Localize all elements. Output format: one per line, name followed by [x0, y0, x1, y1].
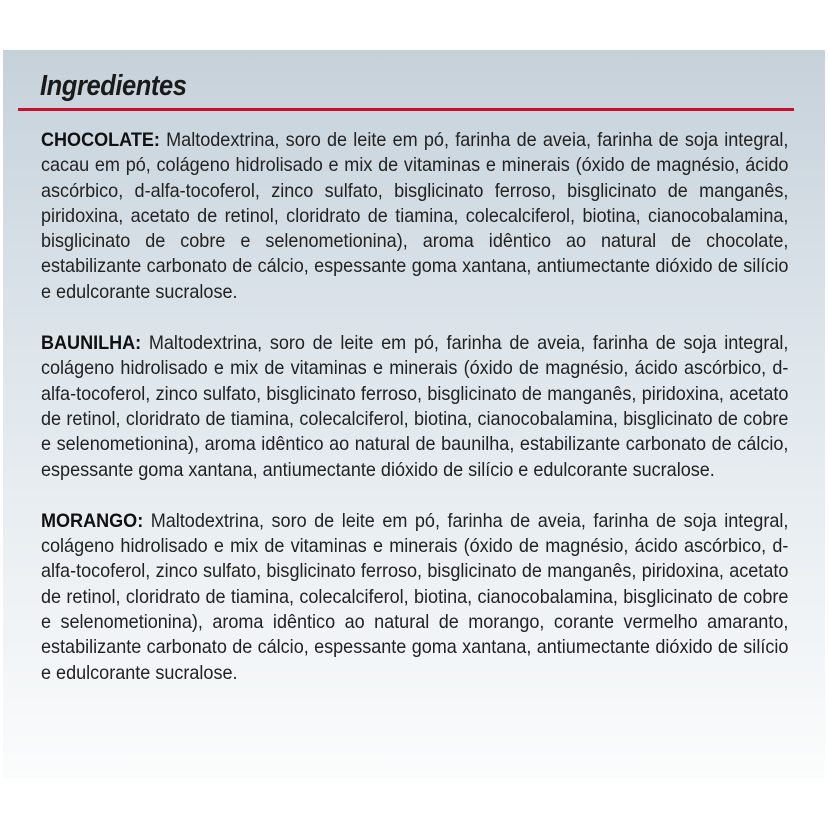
flavor-label: MORANGO:	[41, 509, 144, 532]
flavor-label: BAUNILHA:	[41, 332, 142, 355]
ingredient-section-baunilha	[41, 331, 788, 483]
title-divider	[18, 108, 794, 111]
ingredient-section-chocolate	[41, 128, 788, 305]
flavor-label: CHOCOLATE:	[41, 129, 160, 151]
page-title: Ingredientes	[40, 70, 187, 102]
ingredient-section-morango	[41, 509, 788, 686]
ingredient-text: Maltodextrina, soro de leite em pó, farinha de aveia, farinha de soja integral, colágeno hidrolisado e mix de vitaminas e minerais (óxido de magnésio, ácido ascórbico, d-alfa-tocoferol, zinco sulfato, bisglicinato ferroso, bisglicinato de manganês, piridoxina, acetato de retinol, cloridrato de tiamina, colecalciferol, biotina, cianocobalamina, bisglicinato de cobre e selenometionina), aroma idêntico ao natural de baunilha, estabilizante carbonato de cálcio, espessante goma xantana, antiumectante dióxido de silício e edulcorante sucralose.	[41, 332, 789, 481]
ingredient-text: Maltodextrina, soro de leite em pó, farinha de aveia, farinha de soja integral, cacau em pó, colágeno hidrolisado e mix de vitaminas e minerais (óxido de magnésio, ácido ascórbico, d-alfa-tocoferol, zinco sulfato, bisglicinato ferroso, bisglicinato de manganês, piridoxina, acetato de retinol, cloridrato de tiamina, colecalciferol, biotina, cianocobalamina, bisglicinato de cobre e selenometionina), aroma idêntico ao natural de chocolate, estabilizante carbonato de cálcio, espessante goma xantana, antiumectante dióxido de silício e edulcorante sucralose.	[41, 129, 789, 303]
ingredient-text: Maltodextrina, soro de leite em pó, farinha de aveia, farinha de soja integral, colágeno hidrolisado e mix de vitaminas e minerais (óxido de magnésio, ácido ascórbico, d-alfa-tocoferol, zinco sulfato, bisglicinato ferroso, bisglicinato de manganês, piridoxina, acetato de retinol, cloridrato de tiamina, colecalciferol, biotina, cianocobalamina, bisglicinato de cobre e selenometionina), aroma idêntico ao natural de morango, corante vermelho amaranto, estabilizante carbonato de cálcio, espessante goma xantana, antiumectante dióxido de silício e edulcorante sucralose.	[41, 509, 789, 684]
ingredients-list	[41, 128, 789, 712]
